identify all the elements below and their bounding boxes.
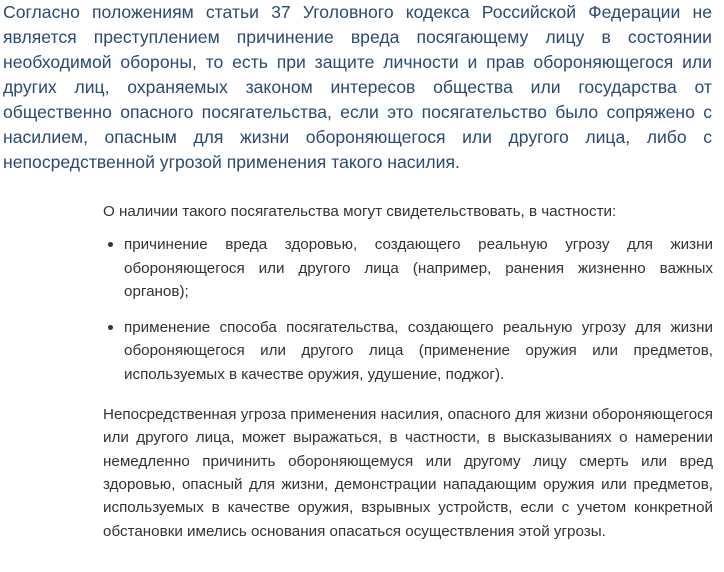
list-item-text: применение способа посягательства, создающего реальную угрозу для жизни обороняющегося или другого лица (применение оружия или предметов, используемых в качестве оружия, удушение, поджог).: [124, 319, 713, 383]
list-intro: О наличии такого посягательства могут свидетельствовать, в частности:: [103, 203, 617, 220]
article-body: [103, 200, 713, 543]
list-item-text: причинение вреда здоровью, создающего реальную угрозу для жизни обороняющегося или другого лица (например, ранения жизненно важных органов);: [124, 236, 713, 300]
bullet-dot-icon: [108, 325, 113, 330]
lead-paragraph: Согласно положениям статьи 37 Уголовного кодекса Российской Федерации не является преступлением причинение вреда посягающему лицу в состоянии необходимой обороны, то есть при защите личности и прав обороняющегося или других лиц, охраняемых законом интересов общества или государства от общественно опасного посягательства, если это посягательство было сопряжено с насилием, опасным для жизни обороняющегося или другого лица, либо с непосредственной угрозой применения такого насилия.: [3, 2, 712, 172]
bullet-list: [103, 233, 713, 386]
closing-paragraph: Непосредственная угроза применения насилия, опасного для жизни обороняющегося или другого лица, может выражаться, в частности, в высказываниях о намерении немедленно причинить обороняющемуся или другому лицу смерть или вред здоровью, опасный для жизни, демонстрации нападающим оружия или предметов, используемых в качестве оружия, взрывных устройств, если с учетом конкретной обстановки имелись основания опасаться осуществления этой угрозы.: [103, 406, 713, 540]
list-item: [103, 316, 713, 386]
bullet-dot-icon: [108, 242, 113, 247]
list-item: [103, 233, 713, 303]
